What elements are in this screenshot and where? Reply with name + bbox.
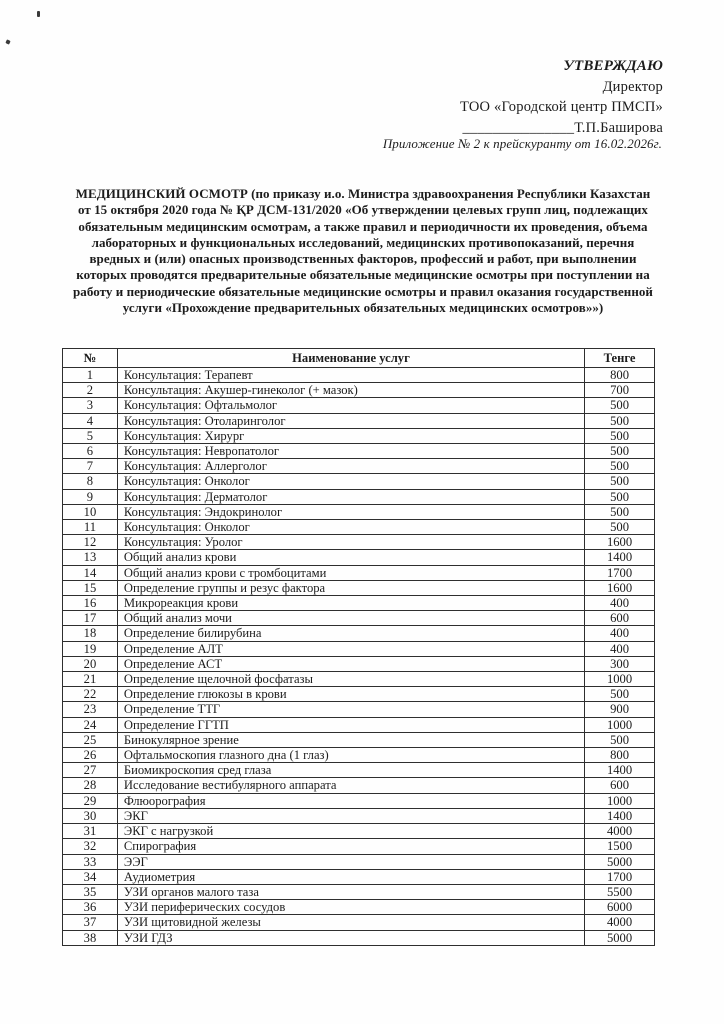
price-value: 1000	[585, 717, 655, 732]
table-row	[63, 748, 655, 763]
price-value: 5500	[585, 884, 655, 899]
row-number: 24	[63, 717, 118, 732]
table-row	[63, 854, 655, 869]
table-row	[63, 398, 655, 413]
price-value: 900	[585, 702, 655, 717]
row-number: 34	[63, 869, 118, 884]
table-row	[63, 596, 655, 611]
row-number: 21	[63, 672, 118, 687]
appendix-note: Приложение № 2 к прейскуранту от 16.02.2026г.	[382, 136, 662, 151]
row-number: 38	[63, 930, 118, 945]
table-row	[63, 428, 655, 443]
price-value: 1600	[585, 580, 655, 595]
signature-line: _______________	[462, 119, 575, 136]
row-number: 23	[63, 702, 118, 717]
table-row	[63, 915, 655, 930]
service-name: Спирография	[117, 839, 584, 854]
table-row	[63, 839, 655, 854]
price-value: 500	[585, 489, 655, 504]
table-row	[63, 900, 655, 915]
row-number: 25	[63, 732, 118, 747]
director-label: Директор	[602, 78, 663, 95]
service-name: Консультация: Офтальмолог	[117, 398, 584, 413]
row-number: 35	[63, 884, 118, 899]
table-row	[63, 793, 655, 808]
service-name: УЗИ ГДЗ	[117, 930, 584, 945]
service-name: УЗИ органов малого таза	[117, 884, 584, 899]
row-number: 11	[63, 520, 118, 535]
service-name: Консультация: Акушер-гинеколог (+ мазок)	[117, 383, 584, 398]
table-row	[63, 535, 655, 550]
price-value: 500	[585, 732, 655, 747]
row-number: 12	[63, 535, 118, 550]
row-number: 13	[63, 550, 118, 565]
table-row	[63, 702, 655, 717]
price-value: 500	[585, 459, 655, 474]
row-number: 26	[63, 748, 118, 763]
service-name: Определение билирубина	[117, 626, 584, 641]
price-value: 500	[585, 504, 655, 519]
row-number: 27	[63, 763, 118, 778]
service-name: Бинокулярное зрение	[117, 732, 584, 747]
row-number: 3	[63, 398, 118, 413]
table-row	[63, 565, 655, 580]
row-number: 7	[63, 459, 118, 474]
price-value: 1400	[585, 763, 655, 778]
price-value: 500	[585, 413, 655, 428]
price-value: 500	[585, 428, 655, 443]
price-value: 1000	[585, 793, 655, 808]
scan-speckle	[37, 11, 40, 17]
service-name: Консультация: Эндокринолог	[117, 504, 584, 519]
row-number: 15	[63, 580, 118, 595]
row-number: 2	[63, 383, 118, 398]
row-number: 8	[63, 474, 118, 489]
service-name: Консультация: Уролог	[117, 535, 584, 550]
table-row	[63, 641, 655, 656]
table-row	[63, 459, 655, 474]
price-table	[62, 348, 655, 946]
price-value: 400	[585, 626, 655, 641]
price-value: 500	[585, 474, 655, 489]
table-row	[63, 808, 655, 823]
service-name: Биомикроскопия сред глаза	[117, 763, 584, 778]
approval-block	[460, 56, 663, 138]
service-name: Консультация: Отоларинголог	[117, 413, 584, 428]
price-value: 4000	[585, 824, 655, 839]
row-number: 36	[63, 900, 118, 915]
price-value: 500	[585, 398, 655, 413]
row-number: 28	[63, 778, 118, 793]
row-number: 19	[63, 641, 118, 656]
price-value: 1400	[585, 550, 655, 565]
approved-label: УТВЕРЖДАЮ	[563, 58, 663, 74]
table-row	[63, 368, 655, 383]
row-number: 29	[63, 793, 118, 808]
price-value: 500	[585, 520, 655, 535]
price-value: 1000	[585, 672, 655, 687]
row-number: 1	[63, 368, 118, 383]
price-value: 500	[585, 687, 655, 702]
service-name: Определение щелочной фосфатазы	[117, 672, 584, 687]
price-value: 600	[585, 778, 655, 793]
price-value: 1700	[585, 869, 655, 884]
service-name: Консультация: Терапевт	[117, 368, 584, 383]
service-name: Определение АСТ	[117, 656, 584, 671]
service-name: Консультация: Дерматолог	[117, 489, 584, 504]
row-number: 17	[63, 611, 118, 626]
service-name: Консультация: Хирург	[117, 428, 584, 443]
service-name: Консультация: Онколог	[117, 520, 584, 535]
signature-row	[460, 118, 663, 139]
table-row	[63, 672, 655, 687]
row-number: 4	[63, 413, 118, 428]
price-value: 600	[585, 611, 655, 626]
price-value: 5000	[585, 854, 655, 869]
table-row	[63, 869, 655, 884]
table-row	[63, 611, 655, 626]
service-name: УЗИ периферических сосудов	[117, 900, 584, 915]
service-name: Определение группы и резус фактора	[117, 580, 584, 595]
table-row	[63, 763, 655, 778]
price-value: 5000	[585, 930, 655, 945]
table-row	[63, 550, 655, 565]
table-row	[63, 444, 655, 459]
row-number: 16	[63, 596, 118, 611]
signatory-name: Т.П.Баширова	[574, 119, 663, 136]
price-value: 800	[585, 368, 655, 383]
table-row	[63, 520, 655, 535]
row-number: 30	[63, 808, 118, 823]
price-value: 6000	[585, 900, 655, 915]
service-name: Определение ТТГ	[117, 702, 584, 717]
table-row	[63, 489, 655, 504]
service-name: ЭЭГ	[117, 854, 584, 869]
table-row	[63, 504, 655, 519]
price-value: 1400	[585, 808, 655, 823]
price-value: 400	[585, 596, 655, 611]
table-row	[63, 474, 655, 489]
service-name: ЭКГ с нагрузкой	[117, 824, 584, 839]
organization-name: ТОО «Городской центр ПМСП»	[460, 99, 663, 115]
table-header-row	[63, 349, 655, 368]
table-row	[63, 824, 655, 839]
table-row	[63, 383, 655, 398]
header-number: №	[63, 349, 118, 368]
service-name: Определение ГГТП	[117, 717, 584, 732]
price-value: 800	[585, 748, 655, 763]
service-name: Определение АЛТ	[117, 641, 584, 656]
service-name: УЗИ щитовидной железы	[117, 915, 584, 930]
table-row	[63, 413, 655, 428]
price-value: 1600	[585, 535, 655, 550]
scan-speckle	[5, 39, 10, 44]
table-row	[63, 778, 655, 793]
row-number: 18	[63, 626, 118, 641]
table-row	[63, 626, 655, 641]
service-name: Исследование вестибулярного аппарата	[117, 778, 584, 793]
service-name: Общий анализ крови	[117, 550, 584, 565]
row-number: 33	[63, 854, 118, 869]
service-name: Общий анализ крови с тромбоцитами	[117, 565, 584, 580]
price-value: 4000	[585, 915, 655, 930]
price-table-body	[63, 368, 655, 946]
table-row	[63, 732, 655, 747]
row-number: 37	[63, 915, 118, 930]
row-number: 6	[63, 444, 118, 459]
table-row	[63, 580, 655, 595]
row-number: 9	[63, 489, 118, 504]
row-number: 14	[63, 565, 118, 580]
row-number: 31	[63, 824, 118, 839]
service-name: Определение глюкозы в крови	[117, 687, 584, 702]
table-row	[63, 884, 655, 899]
service-name: ЭКГ	[117, 808, 584, 823]
price-value: 300	[585, 656, 655, 671]
price-value: 500	[585, 444, 655, 459]
table-row	[63, 687, 655, 702]
document-title: МЕДИЦИНСКИЙ ОСМОТР (по приказу и.о. Министра здравоохранения Республики Казахстан от 15 октября 2020 года № ҚР ДСМ-131/2020 «Об утверждении целевых групп лиц, подлежащих обязательным медицинским осмотрам, а также правил и периодичности их проведения, объема лабораторных и функциональных исследований, медицинских противопоказаний, перечня вредных и (или) опасных производственных факторов, профессий и работ, при выполнении которых проводятся предварительные обязательные медицинские осмотры при поступлении на работу и периодические обязательные медицинские осмотры и правил оказания государственной услуги «Прохождение предварительных обязательных медицинских осмотров»»)	[73, 186, 653, 316]
header-price: Тенге	[585, 349, 655, 368]
service-name: Консультация: Аллерголог	[117, 459, 584, 474]
table-row	[63, 717, 655, 732]
price-value: 1700	[585, 565, 655, 580]
service-name: Консультация: Онколог	[117, 474, 584, 489]
service-name: Флюорография	[117, 793, 584, 808]
service-name: Консультация: Невропатолог	[117, 444, 584, 459]
row-number: 5	[63, 428, 118, 443]
service-name: Аудиометрия	[117, 869, 584, 884]
header-service-name: Наименование услуг	[117, 349, 584, 368]
price-value: 700	[585, 383, 655, 398]
row-number: 10	[63, 504, 118, 519]
table-row	[63, 930, 655, 945]
price-value: 400	[585, 641, 655, 656]
row-number: 22	[63, 687, 118, 702]
service-name: Офтальмоскопия глазного дна (1 глаз)	[117, 748, 584, 763]
row-number: 32	[63, 839, 118, 854]
price-value: 1500	[585, 839, 655, 854]
service-name: Микрореакция крови	[117, 596, 584, 611]
table-row	[63, 656, 655, 671]
service-name: Общий анализ мочи	[117, 611, 584, 626]
row-number: 20	[63, 656, 118, 671]
